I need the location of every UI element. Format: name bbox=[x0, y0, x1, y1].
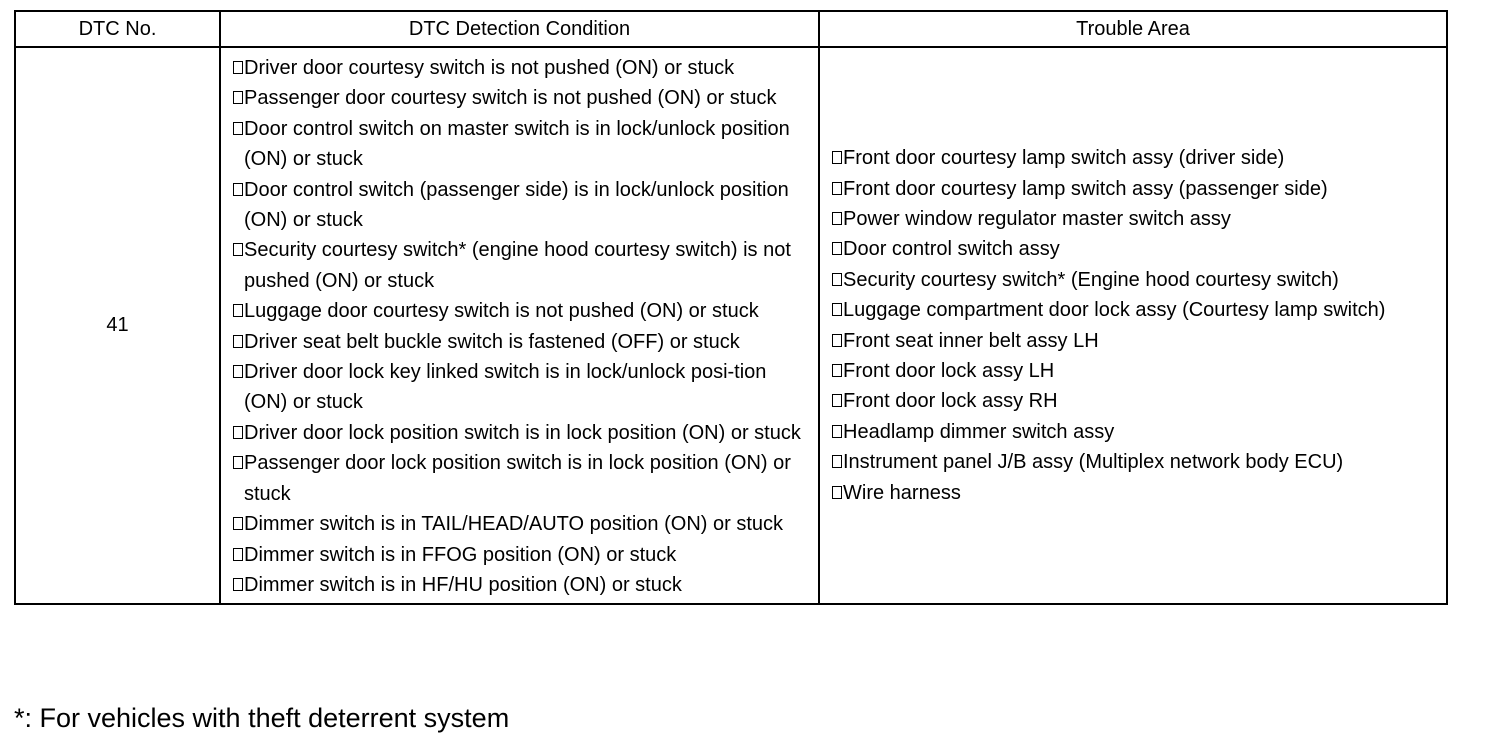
trouble-area-text: Front door lock assy RH bbox=[843, 390, 1058, 413]
table-header-row bbox=[15, 11, 1447, 47]
trouble-area-text: Headlamp dimmer switch assy bbox=[843, 420, 1115, 443]
trouble-area-text: Front door lock assy LH bbox=[843, 360, 1055, 383]
checkbox-icon bbox=[832, 425, 842, 438]
checkbox-icon bbox=[233, 183, 243, 196]
checkbox-icon bbox=[233, 335, 243, 348]
header-detection-condition: DTC Detection Condition bbox=[220, 11, 819, 47]
condition-text: Dimmer switch is in TAIL/HEAD/AUTO position (ON) or stuck bbox=[244, 513, 784, 536]
trouble-area-item bbox=[832, 417, 1440, 447]
checkbox-icon bbox=[832, 273, 842, 286]
condition-item bbox=[233, 235, 812, 296]
condition-text: Dimmer switch is in HF/HU position (ON) or stuck bbox=[244, 573, 682, 596]
checkbox-icon bbox=[233, 456, 243, 469]
checkbox-icon bbox=[832, 303, 842, 316]
footnote: *: For vehicles with theft deterrent system bbox=[14, 703, 510, 733]
trouble-area-item bbox=[832, 386, 1440, 416]
condition-text: Passenger door lock position switch is in lock position (ON) or stuck bbox=[244, 452, 791, 505]
condition-item bbox=[233, 327, 812, 357]
checkbox-icon bbox=[233, 122, 243, 135]
trouble-area-item bbox=[832, 295, 1440, 325]
checkbox-icon bbox=[832, 151, 842, 164]
checkbox-icon bbox=[832, 242, 842, 255]
condition-item bbox=[233, 448, 812, 509]
trouble-area-item bbox=[832, 204, 1440, 234]
trouble-area-list bbox=[819, 47, 1447, 604]
condition-text: Door control switch (passenger side) is in lock/unlock position (ON) or stuck bbox=[244, 178, 789, 232]
trouble-area-text: Instrument panel J/B assy (Multiplex network body ECU) bbox=[843, 451, 1344, 474]
trouble-area-text: Front seat inner belt assy LH bbox=[843, 329, 1099, 352]
condition-list bbox=[220, 47, 819, 604]
trouble-area-item bbox=[832, 356, 1440, 386]
trouble-area-item bbox=[832, 265, 1440, 295]
condition-item bbox=[233, 175, 812, 236]
condition-text: Luggage door courtesy switch is not pushed (ON) or stuck bbox=[244, 300, 759, 323]
trouble-area-item bbox=[832, 234, 1440, 264]
condition-text: Door control switch on master switch is in lock/unlock position (ON) or stuck bbox=[244, 117, 790, 171]
checkbox-icon bbox=[832, 182, 842, 195]
trouble-area-text: Luggage compartment door lock assy (Courtesy lamp switch) bbox=[843, 299, 1386, 322]
trouble-area-item bbox=[832, 326, 1440, 356]
condition-item bbox=[233, 418, 812, 448]
condition-item bbox=[233, 114, 812, 175]
checkbox-icon bbox=[233, 61, 243, 74]
condition-item bbox=[233, 509, 812, 539]
trouble-area-item bbox=[832, 143, 1440, 173]
trouble-area-text: Power window regulator master switch assy bbox=[843, 208, 1231, 231]
condition-item bbox=[233, 540, 812, 570]
trouble-area-item bbox=[832, 447, 1440, 477]
condition-item bbox=[233, 296, 812, 326]
trouble-area-item bbox=[832, 478, 1440, 508]
condition-text: Driver door lock key linked switch is in lock/unlock posi-tion (ON) or stuck bbox=[244, 361, 767, 414]
checkbox-icon bbox=[233, 91, 243, 104]
condition-text: Driver door courtesy switch is not pushed (ON) or stuck bbox=[244, 57, 735, 79]
trouble-area-text: Wire harness bbox=[843, 481, 961, 504]
trouble-area-text: Security courtesy switch* (Engine hood courtesy switch) bbox=[843, 268, 1339, 291]
checkbox-icon bbox=[832, 212, 842, 225]
checkbox-icon bbox=[233, 578, 243, 591]
condition-text: Driver door lock position switch is in lock position (ON) or stuck bbox=[244, 421, 801, 444]
condition-text: Security courtesy switch* (engine hood courtesy switch) is not pushed (ON) or stuck bbox=[244, 239, 791, 292]
checkbox-icon bbox=[832, 334, 842, 347]
dtc-table bbox=[14, 10, 1448, 605]
table-row bbox=[15, 47, 1447, 604]
condition-item bbox=[233, 83, 812, 113]
condition-item bbox=[233, 53, 812, 83]
checkbox-icon bbox=[233, 517, 243, 530]
trouble-area-text: Front door courtesy lamp switch assy (passenger side) bbox=[843, 177, 1328, 200]
trouble-area-text: Door control switch assy bbox=[843, 238, 1060, 261]
condition-item bbox=[233, 570, 812, 600]
condition-text: Driver seat belt buckle switch is fastened (OFF) or stuck bbox=[244, 330, 740, 353]
checkbox-icon bbox=[233, 426, 243, 439]
condition-text: Dimmer switch is in FFOG position (ON) or stuck bbox=[244, 543, 677, 566]
condition-text: Passenger door courtesy switch is not pushed (ON) or stuck bbox=[244, 87, 777, 110]
checkbox-icon bbox=[832, 364, 842, 377]
trouble-area-text: Front door courtesy lamp switch assy (driver side) bbox=[843, 147, 1285, 170]
header-trouble-area: Trouble Area bbox=[819, 11, 1447, 47]
checkbox-icon bbox=[832, 455, 842, 468]
header-dtc-no: DTC No. bbox=[15, 11, 220, 47]
checkbox-icon bbox=[233, 365, 243, 378]
checkbox-icon bbox=[832, 394, 842, 407]
trouble-area-item bbox=[832, 174, 1440, 204]
checkbox-icon bbox=[233, 304, 243, 317]
checkbox-icon bbox=[233, 548, 243, 561]
checkbox-icon bbox=[233, 243, 243, 256]
condition-item bbox=[233, 357, 812, 418]
dtc-number: 41 bbox=[15, 47, 220, 604]
checkbox-icon bbox=[832, 486, 842, 499]
